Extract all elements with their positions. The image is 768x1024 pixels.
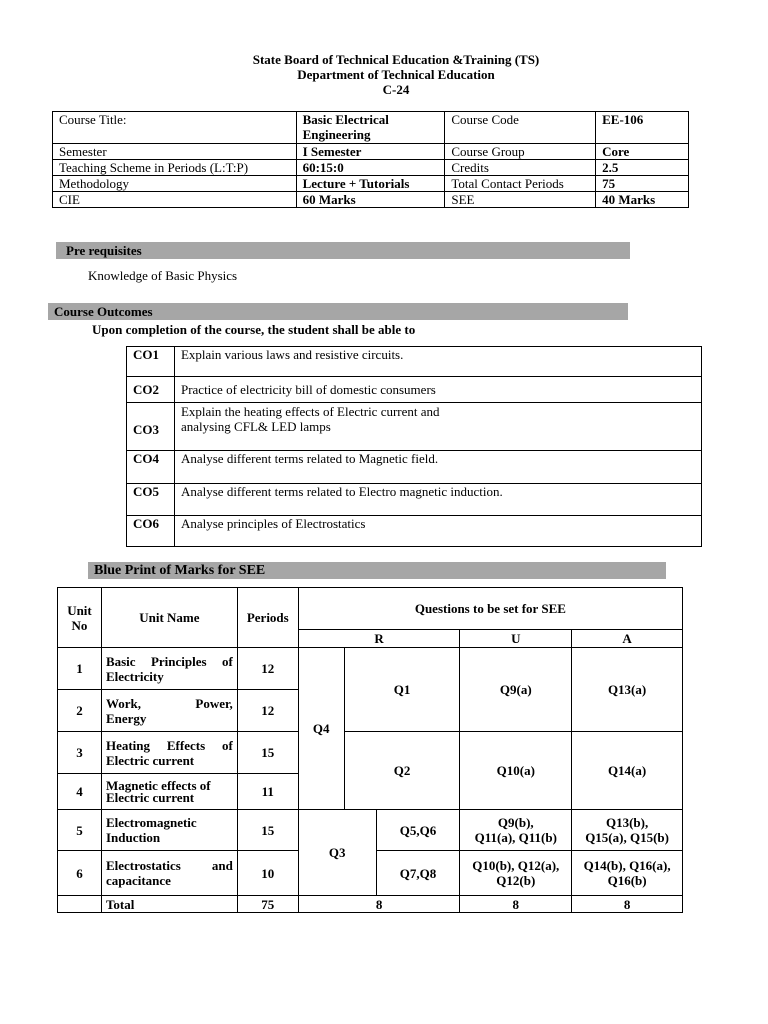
u-question-line: Q11(a), Q11(b) xyxy=(474,830,557,845)
unit-name-line: Electric current xyxy=(105,752,195,768)
co-text: Explain various laws and resistive circuits. xyxy=(174,347,701,377)
cie-label: CIE xyxy=(53,192,297,208)
co-text: Analyse principles of Electrostatics xyxy=(174,516,701,547)
prerequisites-text: Knowledge of Basic Physics xyxy=(88,268,238,283)
a-question xyxy=(572,851,683,896)
unit-name xyxy=(101,810,237,851)
unit-name-line: Electricity xyxy=(105,668,164,684)
unit-no-header xyxy=(58,588,102,648)
co-code: CO6 xyxy=(127,516,175,547)
unit-name xyxy=(101,851,237,896)
unit-name-line: Electrostatics and xyxy=(105,858,233,873)
unit-name-line: Heating Effects of xyxy=(105,737,233,753)
unit-name-line: Basic Principles of xyxy=(105,653,233,669)
semester-label: Semester xyxy=(53,144,297,160)
unit-name xyxy=(101,774,237,810)
see-label: SEE xyxy=(445,192,596,208)
unit-name-line: Electric current xyxy=(105,789,195,805)
periods-header: Periods xyxy=(237,588,298,648)
course-info-row xyxy=(53,176,689,192)
methodology-value: Lecture + Tutorials xyxy=(296,176,445,192)
u-question-line: Q10(b), Q12(a), xyxy=(472,858,560,873)
total-periods: 75 xyxy=(237,896,298,913)
r-question: Q1 xyxy=(344,648,460,732)
co-code: CO3 xyxy=(127,403,175,451)
table-row xyxy=(127,484,702,516)
board-title: State Board of Technical Education &Training (TS) xyxy=(252,52,540,67)
credits-value: 2.5 xyxy=(596,160,689,176)
u-question: Q9(a) xyxy=(460,648,572,732)
co-code: CO5 xyxy=(127,484,175,516)
co-text: Practice of electricity bill of domestic consumers xyxy=(174,377,701,403)
total-contact-periods-label: Total Contact Periods xyxy=(445,176,596,192)
see-value: 40 Marks xyxy=(596,192,689,208)
q4-cell: Q4 xyxy=(298,648,344,810)
total-row xyxy=(58,896,683,913)
co-code: CO4 xyxy=(127,451,175,484)
u-question xyxy=(460,851,572,896)
table-row xyxy=(127,347,702,377)
unit-name-line: Energy xyxy=(105,710,147,726)
unit-name xyxy=(101,648,237,690)
course-outcomes-heading: Course Outcomes xyxy=(48,303,628,320)
course-info-table xyxy=(52,111,689,208)
total-u: 8 xyxy=(460,896,572,913)
semester-value: I Semester xyxy=(296,144,445,160)
course-outcomes-intro: Upon completion of the course, the student shall be able to xyxy=(92,322,416,337)
unit-name-line: Induction xyxy=(105,830,161,845)
table-row xyxy=(127,377,702,403)
a-question-line: Q16(b) xyxy=(607,873,647,888)
unit-no: 5 xyxy=(58,810,102,851)
a-question-line: Q14(b), Q16(a), xyxy=(583,858,671,873)
table-row xyxy=(127,403,702,451)
total-label: Total xyxy=(101,896,237,913)
co-text: Analyse different terms related to Magnetic field. xyxy=(174,451,701,484)
unit-no-header-line: Unit xyxy=(67,602,92,618)
q3-cell: Q3 xyxy=(298,810,376,896)
unit-name-line: capacitance xyxy=(105,873,171,888)
a-question-line: Q15(a), Q15(b) xyxy=(585,830,669,845)
total-r: 8 xyxy=(298,896,460,913)
u-question: Q10(a) xyxy=(460,732,572,810)
total-contact-periods-value: 75 xyxy=(596,176,689,192)
a-question: Q14(a) xyxy=(572,732,683,810)
unit-name xyxy=(101,732,237,774)
department-title: Department of Technical Education xyxy=(297,67,495,82)
course-group-label: Course Group xyxy=(445,144,596,160)
see-blueprint-table xyxy=(57,587,683,913)
unit-no-header-line: No xyxy=(71,617,88,633)
u-question-line: Q12(b) xyxy=(496,873,536,888)
cie-value: 60 Marks xyxy=(296,192,445,208)
unit-periods: 12 xyxy=(237,690,298,732)
unit-no: 4 xyxy=(58,774,102,810)
unit-no: 2 xyxy=(58,690,102,732)
course-info-row xyxy=(53,112,689,144)
u-question-line: Q9(b), xyxy=(497,815,534,830)
a-header: A xyxy=(572,630,683,648)
course-info-row xyxy=(53,144,689,160)
prerequisites-heading: Pre requisites xyxy=(56,242,630,259)
teaching-scheme-value: 60:15:0 xyxy=(296,160,445,176)
co-text-multiline xyxy=(174,403,701,451)
credits-label: Credits xyxy=(445,160,596,176)
unit-name-line: Work, Power, xyxy=(105,695,233,711)
table-row xyxy=(58,810,683,851)
questions-header: Questions to be set for SEE xyxy=(298,588,682,630)
unit-periods: 12 xyxy=(237,648,298,690)
co-text: Analyse different terms related to Electro magnetic induction. xyxy=(174,484,701,516)
unit-name-line: Magnetic effects of xyxy=(105,777,211,793)
curriculum-code: C-24 xyxy=(382,82,410,97)
table-row xyxy=(58,588,683,630)
unit-name xyxy=(101,690,237,732)
a-question xyxy=(572,810,683,851)
table-row xyxy=(127,451,702,484)
co-code: CO2 xyxy=(127,377,175,403)
r-question: Q5,Q6 xyxy=(376,810,460,851)
blueprint-heading: Blue Print of Marks for SEE xyxy=(88,562,666,579)
total-a: 8 xyxy=(572,896,683,913)
course-code-label: Course Code xyxy=(445,112,596,144)
u-question xyxy=(460,810,572,851)
unit-periods: 10 xyxy=(237,851,298,896)
r-question: Q7,Q8 xyxy=(376,851,460,896)
co-text-line: Explain the heating effects of Electric current and xyxy=(180,404,440,419)
unit-name-line: Electromagnetic xyxy=(105,815,197,830)
unit-name-header: Unit Name xyxy=(101,588,237,648)
r-question: Q2 xyxy=(344,732,460,810)
unit-no: 6 xyxy=(58,851,102,896)
course-code-value: EE-106 xyxy=(596,112,689,144)
total-empty-cell xyxy=(58,896,102,913)
unit-periods: 11 xyxy=(237,774,298,810)
unit-periods: 15 xyxy=(237,732,298,774)
a-question-line: Q13(b), xyxy=(605,815,649,830)
course-info-row xyxy=(53,160,689,176)
r-header: R xyxy=(298,630,460,648)
course-title-value: Basic Electrical Engineering xyxy=(296,112,445,144)
table-row xyxy=(127,516,702,547)
course-outcomes-table xyxy=(126,346,702,547)
co-code: CO1 xyxy=(127,347,175,377)
teaching-scheme-label: Teaching Scheme in Periods (L:T:P) xyxy=(53,160,297,176)
unit-periods: 15 xyxy=(237,810,298,851)
course-title-label: Course Title: xyxy=(53,112,297,144)
u-header: U xyxy=(460,630,572,648)
table-row xyxy=(58,648,683,690)
unit-no: 1 xyxy=(58,648,102,690)
course-group-value: Core xyxy=(596,144,689,160)
co-text-line: analysing CFL& LED lamps xyxy=(180,419,331,434)
table-row xyxy=(58,732,683,774)
methodology-label: Methodology xyxy=(53,176,297,192)
a-question: Q13(a) xyxy=(572,648,683,732)
course-info-row xyxy=(53,192,689,208)
unit-no: 3 xyxy=(58,732,102,774)
